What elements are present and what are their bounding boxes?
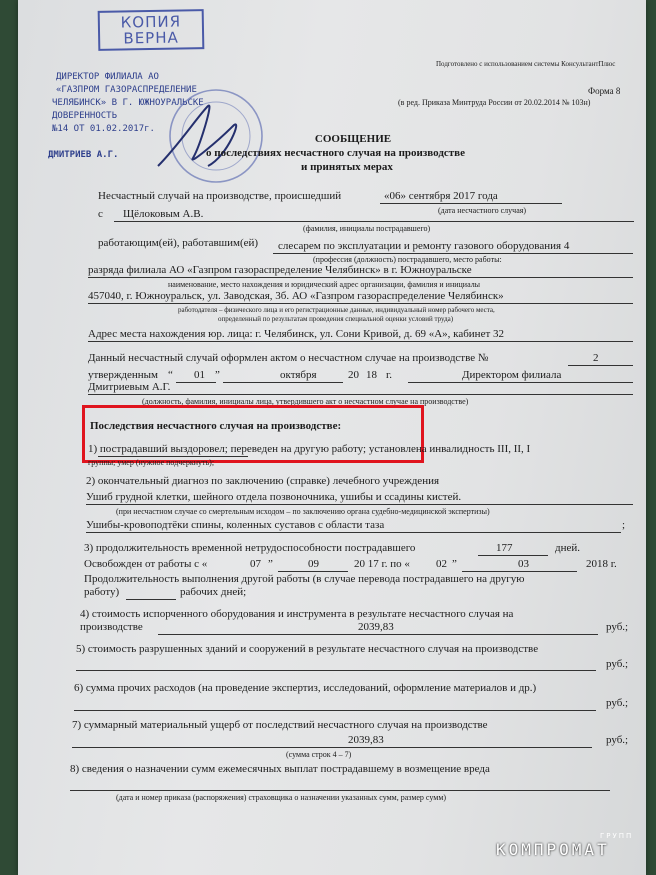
released-from-day: 07 <box>250 558 261 570</box>
director-stamp-line: «ГАЗПРОМ ГАЗОРАСПРЕДЕЛЕНИЕ <box>56 85 197 95</box>
act-day: 01 <box>194 369 205 381</box>
act-approver-name: Дмитриевым А.Г. <box>88 381 171 393</box>
employer-address: 457040, г. Южноуральск, ул. Заводская, 3б. АО «Газпром газораспределение Челябинск» <box>88 290 504 302</box>
item-5-rub: руб.; <box>606 658 629 670</box>
act-number: 2 <box>593 352 599 364</box>
legal-address: Адрес места нахождения юр. лица: г. Челябинск, ул. Сони Кривой, д. 69 «А», кабинет 32 <box>88 328 505 340</box>
item-4-rub: руб.; <box>606 621 629 633</box>
item-7-sum: 2039,83 <box>348 734 384 746</box>
other-work-2: работу) <box>84 586 120 598</box>
act-year: 18 <box>366 369 377 381</box>
copy-stamp <box>98 9 205 51</box>
workplace: разряда филиала АО «Газпром газораспределение Челябинск» в г. Южноуральске <box>88 264 472 276</box>
doc-subtitle-2: и принятых мерах <box>301 161 393 173</box>
consequences-item-8: 8) сведения о назначении сумм ежемесячных выплат пострадавшему в возмещение вреда <box>70 763 490 775</box>
director-stamp-line: ЧЕЛЯБИНСК» В Г. ЮЖНОУРАЛЬСКЕ <box>52 98 204 108</box>
director-stamp-line: ДОВЕРЕННОСТЬ <box>52 111 118 121</box>
director-stamp-line: ДМИТРИЕВ А.Г. <box>48 150 119 160</box>
other-work-days: рабочих дней; <box>180 586 247 598</box>
consequences-item-4: 4) стоимость испорченного оборудования и инструмента в результате несчастного случая на <box>80 608 514 620</box>
item-4-sum: 2039,83 <box>358 621 394 633</box>
employer-hint-2: определенный по результатам проведения специальной оценки условий труда) <box>218 315 454 323</box>
round-seal <box>138 86 288 196</box>
watermark-small: ГРУПП <box>600 832 634 840</box>
form-reference: (в ред. Приказа Минтруда России от 20.02.2014 № 103н) <box>398 98 591 107</box>
disability-days: 177 <box>496 542 513 554</box>
other-work: Продолжительность выполнения другой работы (в случае перевода пострадавшего на другую <box>84 573 525 585</box>
profession-hint: (профессия (должность) пострадавшего, место работы: <box>313 255 502 264</box>
diagnosis-hint: (при несчастном случае со смертельным исходом – по заключению органа судебно-медицинской экспертизы) <box>116 507 490 516</box>
doc-title: СООБЩЕНИЕ <box>314 133 392 145</box>
works-label: работающим(ей), работавшим(ей) <box>98 237 259 249</box>
accident-date-hint: (дата несчастного случая) <box>438 206 527 215</box>
victim-hint: (фамилия, инициалы пострадавшего) <box>303 224 431 233</box>
approved-label: утвержденным <box>88 369 159 381</box>
consequences-item-3: 3) продолжительность временной нетрудоспособности пострадавшего <box>84 542 416 554</box>
item-7-rub: руб.; <box>606 734 629 746</box>
consequences-heading: Последствия несчастного случая на производстве: <box>90 420 342 432</box>
released-to-day: 02 <box>436 558 447 570</box>
consequences-item-1b: группы; умер (нужное подчеркнуть); <box>88 458 215 467</box>
watermark: КОМПРОМАТ <box>496 840 610 859</box>
accident-intro: Несчастный случай на производстве, происшедший <box>98 190 342 202</box>
with-label: с <box>98 208 103 220</box>
stamp-line-1: КОПИЯ <box>120 12 182 32</box>
director-stamp-line: ДИРЕКТОР ФИЛИАЛА АО <box>56 72 159 82</box>
act-text: Данный несчастный случай оформлен актом о несчастном случае на производстве № <box>88 352 489 364</box>
sum-hint: (сумма строк 4 – 7) <box>286 750 352 759</box>
consequences-item-6: 6) сумма прочих расходов (на проведение экспертиз, исследований, оформление материалов и др.) <box>74 682 537 694</box>
diagnosis-end: ; <box>622 519 626 531</box>
released-label: Освобожден от работы с « <box>84 558 208 570</box>
item-8-hint: (дата и номер приказа (распоряжения) страховщика о назначении указанных сумм, размер сумм) <box>116 793 447 802</box>
profession: слесарем по эксплуатации и ремонту газового оборудования 4 <box>278 240 570 252</box>
consequences-item-4b: производстве <box>80 621 143 633</box>
act-month: октября <box>280 369 317 381</box>
accident-date: «06» сентября 2017 года <box>384 190 498 202</box>
consequences-item-2: 2) окончательный диагноз по заключению (справке) лечебного учреждения <box>86 475 440 487</box>
doc-subtitle-1: о последствиях несчастного случая на производстве <box>206 147 466 159</box>
victim-name: Щёлоковым А.В. <box>123 208 204 220</box>
released-from-month: 09 <box>308 558 319 570</box>
diagnosis-1: Ушиб грудной клетки, шейного отдела позвоночника, ушибы и ссадины кистей. <box>86 491 462 503</box>
document-sheet: КОПИЯ ВЕРНА Подготовлено с использованием системы КонсультантПлюс Форма 8 (в ред. Приказа Минтруда России от 20.02.2014 № 103н) ДИРЕКТОР ФИЛИАЛА АО «ГАЗПРОМ ГАЗОРАСПРЕДЕЛЕНИЕ ЧЕЛЯБИНСК» В Г. ЮЖНОУРАЛЬСКЕ ДОВЕРЕННОСТЬ №14 ОТ 01.02.2017г. ДМИТРИЕВ А.Г. СООБЩЕНИЕ о последствиях несчастного случая на производстве и принятых мерах Несчастный случай на производстве, происшедший «06» сентября 2017 года (дата несчастного случая) с Щёлоковым А.В. (фамилия, инициалы пострадавшего) работающим(ей), работавшим(ей) слесарем по эксплуатации и ремонту газового оборудования 4 (профессия (должность) пострадавшего, место работы: разряда филиала АО «Газпром газораспределение Челябинск» в г. Южноуральске наименование, место нахождения и юридический адрес организации, фамилия и инициалы 457040, г. Южноуральск, ул. Заводская, 3б. АО «Газпром газораспределение Челябинск» работодателя – физического лица и его регистрационные данные, индивидуальный номер рабочего места, определенный по результатам проведения специальной оценки условий труда) Адрес места нахождения юр. лица: г. Челябинск, ул. Сони Кривой, д. 69 «А», кабинет 32 Данный несчастный случай оформлен актом о несчастном случае на производстве № 2 утвержденным “ 01 ” октября 20 18 г. Директором филиала Дмитриевым А.Г. (должность, фамилия, инициалы лица, утвердившего акт о несчастном случае на производстве) Последствия несчастного случая на производстве: 1) пострадавший выздоровел; переведен на другую работу; установлена инвалидность III, II, I группы; умер (нужное подчеркнуть); 2) окончательный диагноз по заключению (справке) лечебного учреждения Ушиб грудной клетки, шейного отдела позвоночника, ушибы и ссадины кистей. (при несчастном случае со смертельным исходом – по заключению органа судебно-медицинской экспертизы) Ушибы-кровоподтёки спины, коленных суставов с области таза ; 3) продолжительность временной нетрудоспособности пострадавшего 177 дней. Освобожден от работы с « 07 ” 09 20 17 г. по « 02 ” 03 2018 г. Продолжительность выполнения другой работы (в случае перевода пострадавшего на другую работу) рабочих дней; 4) стоимость испорченного оборудования и инструмента в результате несчастного случая на производстве 2039,83 руб.; 5) стоимость разрушенных зданий и сооружений в результате несчастного случая на производстве руб.; 6) сумма прочих расходов (на проведение экспертиз, исследований, оформление материалов и др.) руб.; 7) суммарный материальный ущерб от последствий несчастного случая на производстве 2039,83 руб.; (сумма строк 4 – 7) 8) сведения о назначении сумм ежемесячных выплат пострадавшему в возмещение вреда (дата и номер приказа (распоряжения) страховщика о назначении указанных сумм, размер сумм) ГРУПП КОМПРОМАТ <box>18 0 646 875</box>
released-to-month: 03 <box>518 558 529 570</box>
released-from-year: 20 17 г. по « <box>354 558 410 570</box>
days-label: дней. <box>555 542 581 554</box>
consequences-item-5: 5) стоимость разрушенных зданий и сооружений в результате несчастного случая на производстве <box>76 643 539 655</box>
form-label: Форма 8 <box>588 86 621 96</box>
act-year-suffix: г. <box>386 369 393 381</box>
employer-hint-1: работодателя – физического лица и его регистрационные данные, индивидуальный номер рабочего места, <box>178 306 495 314</box>
act-year-prefix: 20 <box>348 369 359 381</box>
item-6-rub: руб.; <box>606 697 629 709</box>
system-note: Подготовлено с использованием системы КонсультантПлюс <box>436 60 616 68</box>
stamp-line-2: ВЕРНА <box>123 28 179 48</box>
workplace-hint: наименование, место нахождения и юридический адрес организации, фамилия и инициалы <box>168 280 481 289</box>
act-hint: (должность, фамилия, инициалы лица, утвердившего акт о несчастном случае на производстве) <box>142 397 469 406</box>
act-approver: Директором филиала <box>462 369 562 381</box>
director-stamp-line: №14 ОТ 01.02.2017г. <box>52 124 155 134</box>
consequences-item-7: 7) суммарный материальный ущерб от последствий несчастного случая на производстве <box>72 719 488 731</box>
diagnosis-2: Ушибы-кровоподтёки спины, коленных суставов с области таза <box>86 519 385 531</box>
released-to-year: 2018 г. <box>586 558 617 570</box>
consequences-item-1: 1) пострадавший выздоровел; переведен на другую работу; установлена инвалидность III, II, I <box>88 443 531 455</box>
